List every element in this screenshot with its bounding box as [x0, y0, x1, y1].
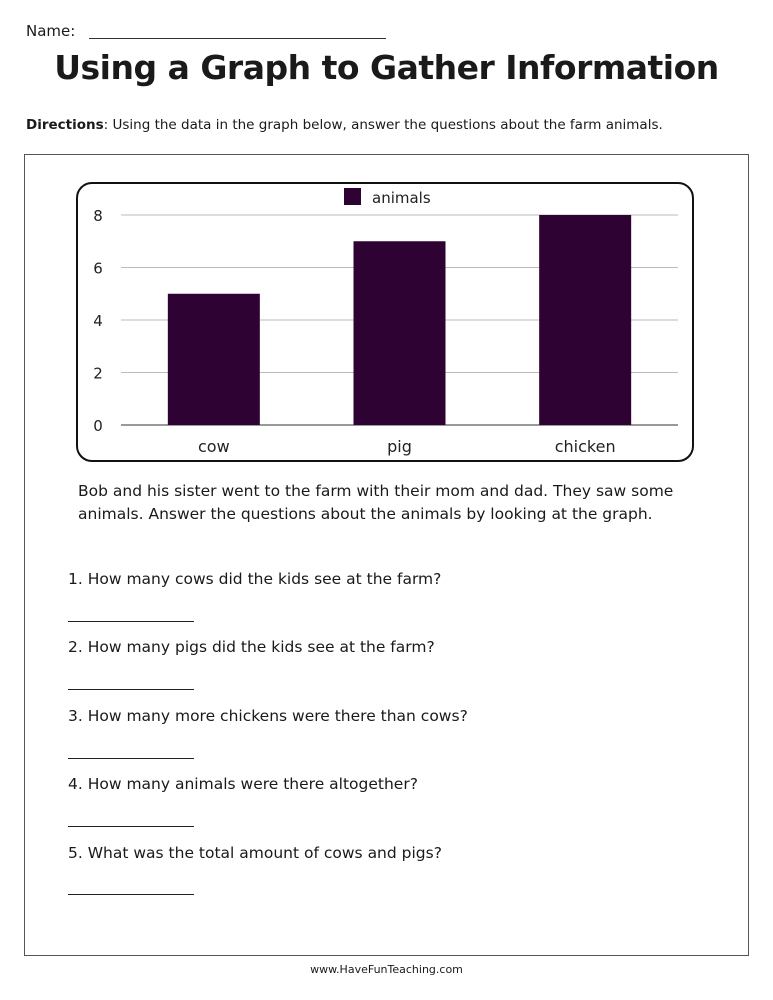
- x-tick-label: cow: [197, 437, 230, 456]
- x-tick-label: chicken: [554, 437, 616, 456]
- y-tick-label: 4: [93, 312, 103, 330]
- question-3: 3. How many more chickens were there than cows?: [68, 707, 468, 725]
- answer-line-1[interactable]: [68, 621, 194, 622]
- y-tick-label: 0: [93, 417, 103, 435]
- legend-label: animals: [372, 189, 431, 207]
- question-5: 5. What was the total amount of cows and pigs?: [68, 844, 442, 862]
- question-4: 4. How many animals were there altogether?: [68, 775, 418, 793]
- name-answer-line[interactable]: [89, 38, 386, 39]
- question-1: 1. How many cows did the kids see at the farm?: [68, 570, 442, 588]
- answer-line-2[interactable]: [68, 689, 194, 690]
- y-tick-label: 6: [93, 259, 103, 278]
- question-2: 2. How many pigs did the kids see at the farm?: [68, 638, 435, 656]
- bar-chicken: [539, 215, 631, 425]
- bar-pig: [354, 241, 446, 425]
- directions-label: Directions: [26, 117, 104, 133]
- story-paragraph: Bob and his sister went to the farm with their mom and dad. They saw some animals. Answer the questions about the animals by looking at the graph.: [78, 482, 674, 523]
- page-title: Using a Graph to Gather Information: [54, 48, 719, 87]
- answer-line-3[interactable]: [68, 758, 194, 759]
- directions: [26, 117, 663, 133]
- name-label: Name:: [26, 22, 76, 40]
- y-tick-label: 8: [93, 207, 103, 225]
- footer-url: www.HaveFunTeaching.com: [310, 963, 463, 976]
- legend-swatch: [344, 188, 361, 205]
- x-tick-label: pig: [387, 437, 412, 456]
- bar-cow: [168, 294, 260, 425]
- y-tick-label: 2: [93, 364, 103, 383]
- answer-line-5[interactable]: [68, 894, 194, 895]
- answer-line-4[interactable]: [68, 826, 194, 827]
- bar-chart: [76, 182, 694, 462]
- directions-text: : Using the data in the graph below, answer the questions about the farm animals.: [103, 117, 663, 133]
